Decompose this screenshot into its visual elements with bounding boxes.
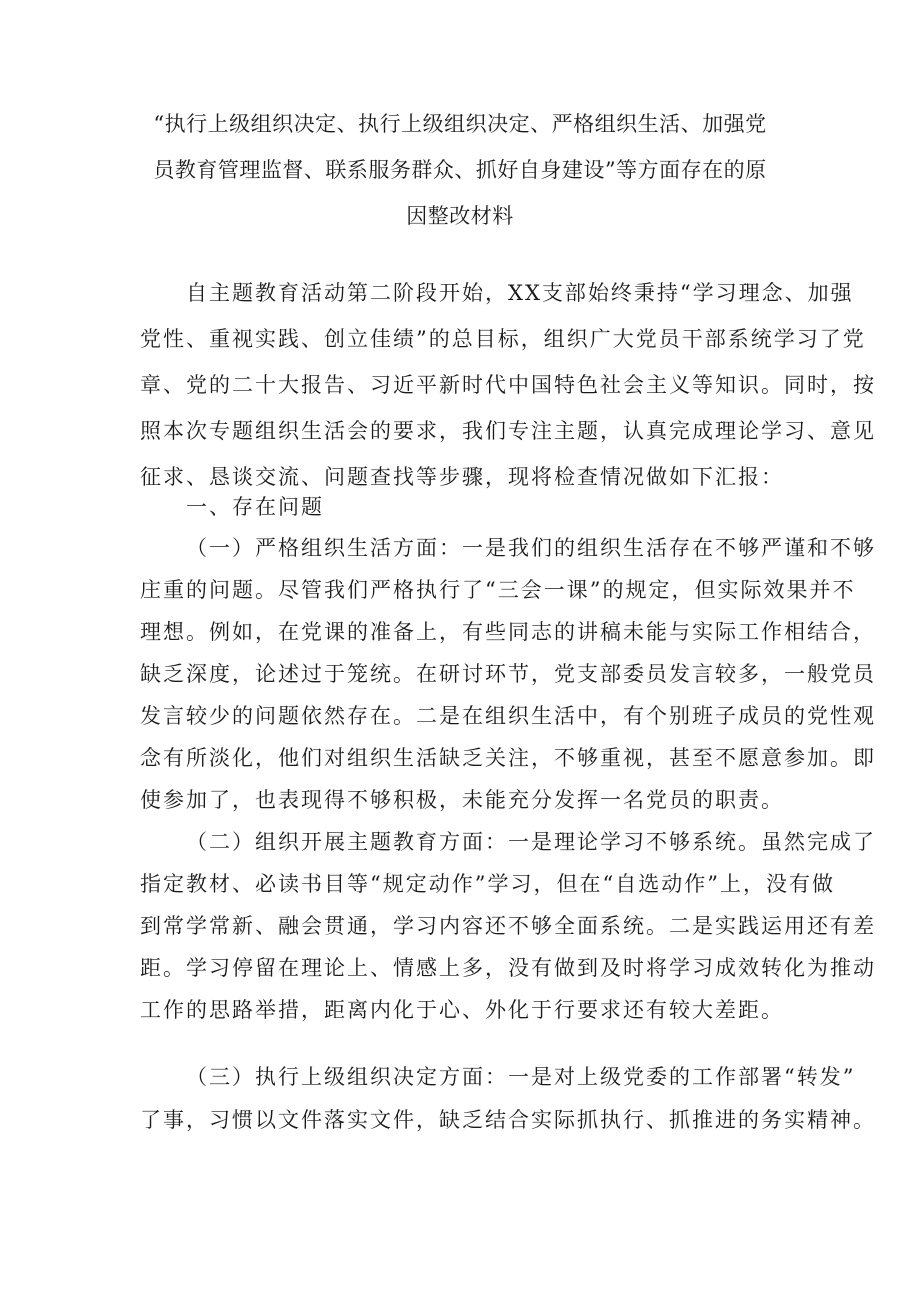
- intro-line-3: 章、党的二十大报告、习近平新时代中国特色社会主义等知识。同时，按: [140, 373, 876, 397]
- section-heading: 一、存在问题: [186, 495, 324, 519]
- item-1-line-2: 庄重的问题。尽管我们严格执行了“三会一课”的规定，但实际效果并不: [140, 578, 856, 602]
- item-1-line-4: 缺乏深度，论述过于笼统。在研讨环节，党支部委员发言较多，一般党员: [140, 662, 876, 686]
- item-1-line-6: 念有所淡化，他们对组织生活缺乏关注，不够重视，甚至不愿意参加。即: [140, 746, 876, 770]
- item-2-line-1: （二）组织开展主题教育方面：一是理论学习不够系统。虽然完成了: [186, 830, 876, 854]
- item-3-line-1: （三）执行上级组织决定方面：一是对上级党委的工作部署“转发”: [186, 1065, 856, 1089]
- document-title-line-1: “执行上级组织决定、执行上级组织决定、严格组织生活、加强党: [153, 112, 767, 136]
- item-2-line-3: 到常学常新、融会贯通，学习内容还不够全面系统。二是实践运用还有差: [140, 914, 876, 938]
- item-2-line-5: 工作的思路举措，距离内化于心、外化于行要求还有较大差距。: [140, 998, 784, 1022]
- document-title-line-2: 员教育管理监督、联系服务群众、抓好自身建设”等方面存在的原: [153, 158, 767, 182]
- intro-line-1: 自主题教育活动第二阶段开始，XX支部始终秉持“学习理念、加强: [186, 281, 854, 305]
- intro-line-4: 照本次专题组织生活会的要求，我们专注主题，认真完成理论学习、意见: [140, 419, 876, 443]
- intro-line-5: 征求、恳谈交流、问题查找等步骤，现将检查情况做如下汇报：: [140, 465, 784, 489]
- document-title-line-3: 因整改材料: [406, 204, 514, 228]
- item-1-line-5: 发言较少的问题依然存在。二是在组织生活中，有个别班子成员的党性观: [140, 704, 876, 728]
- item-2-line-2: 指定教材、必读书目等“规定动作”学习，但在“自选动作”上，没有做: [140, 872, 835, 896]
- item-3-line-2: 了事，习惯以文件落实文件，缺乏结合实际抓执行、抓推进的务实精神。: [140, 1108, 876, 1132]
- item-1-line-3: 理想。例如，在党课的准备上，有些同志的讲稿未能与实际工作相结合，: [140, 620, 876, 644]
- item-1-line-1: （一）严格组织生活方面：一是我们的组织生活存在不够严谨和不够: [186, 536, 876, 560]
- item-2-line-4: 距。学习停留在理论上、情感上多，没有做到及时将学习成效转化为推动: [140, 956, 876, 980]
- intro-line-2: 党性、重视实践、创立佳绩”的总目标，组织广大党员干部系统学习了党: [140, 327, 866, 351]
- item-1-line-7: 使参加了，也表现得不够积极，未能充分发挥一名党员的职责。: [140, 788, 784, 812]
